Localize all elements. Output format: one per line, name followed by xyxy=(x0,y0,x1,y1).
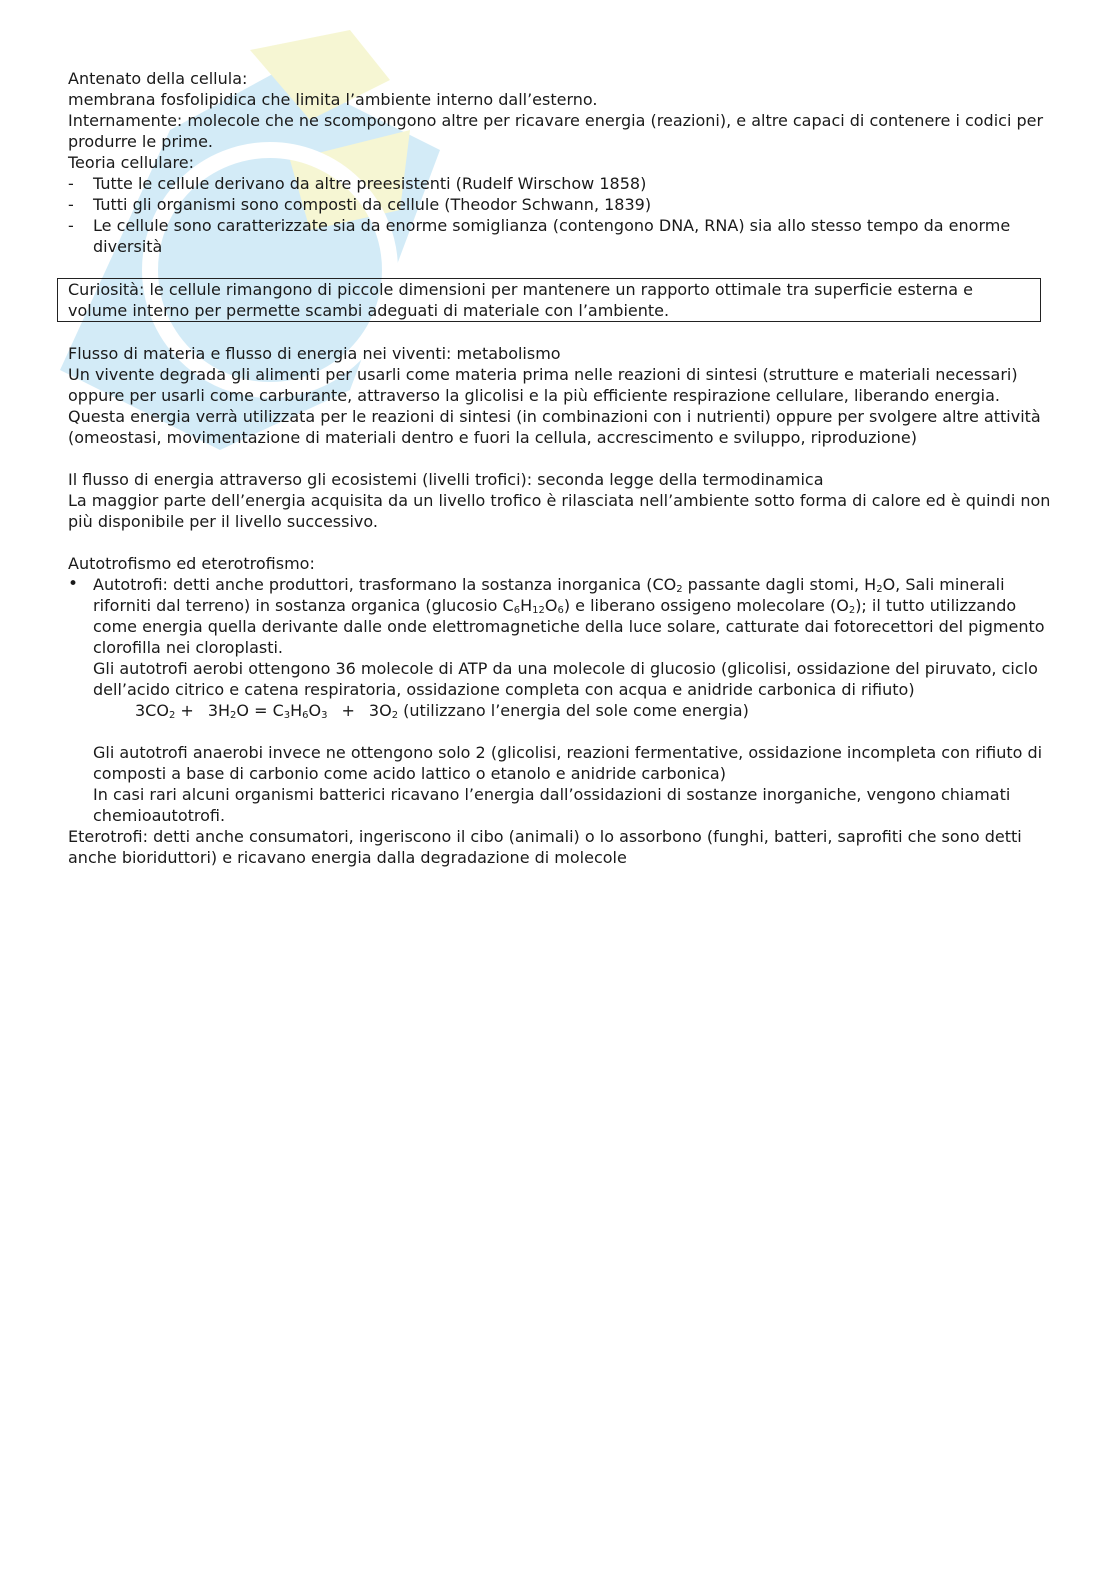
paragraph-heterotrophs: Eterotrofi: detti anche consumatori, ingeriscono il cibo (animali) o lo assorbono (funghi, batteri, saprofiti che sono detti anche bioriduttori) e ricavano energia dalla degradazione di molecole xyxy=(68,827,1022,867)
paragraph-trophic: La maggior parte dell’energia acquisita da un livello trofico è rilasciata nell’ambiente sotto forma di calore ed è quindi non più disponibile per il livello successivo. xyxy=(68,491,1051,531)
paragraph-internal: Internamente: molecole che ne scompongono altre per ricavare energia (reazioni), e altre capaci di contenere i codici per produrre le prime. xyxy=(68,111,1044,151)
section-title-ancestor: Antenato della cellula: xyxy=(68,69,248,88)
document-body xyxy=(68,68,1053,868)
spacer xyxy=(68,448,1053,469)
section-title-ecosystems: Il flusso di energia attraverso gli ecosistemi (livelli trofici): seconda legge della termodinamica xyxy=(68,470,824,489)
autotrophy-list xyxy=(68,574,1053,826)
spacer xyxy=(68,322,1053,343)
section-title-autotrophy: Autotrofismo ed eterotrofismo: xyxy=(68,554,315,573)
paragraph-energy-use: Questa energia verrà utilizzata per le reazioni di sintesi (in combinazioni con i nutrienti) oppure per svolgere altre attività (omeostasi, movimentazione di materiali dentro e fuori la cellula, accrescimento e sviluppo, riproduzione) xyxy=(68,407,1041,447)
paragraph-membrane: membrana fosfolipidica che limita l’ambiente interno dall’esterno. xyxy=(68,90,598,109)
paragraph-degradation: Un vivente degrada gli alimenti per usarli come materia prima nelle reazioni di sintesi (strutture e materiali necessari) oppure per usarli come carburante, attraverso la glicolisi e la più efficiente respirazione cellulare, liberando energia. xyxy=(68,365,1018,405)
spacer xyxy=(68,532,1053,553)
cell-theory-list xyxy=(68,173,1053,257)
section-title-metabolism: Flusso di materia e flusso di energia nei viventi: metabolismo xyxy=(68,344,561,363)
list-item: - Tutte le cellule derivano da altre preesistenti (Rudelf Wirschow 1858) xyxy=(68,173,1053,194)
curiosity-box xyxy=(57,278,1041,322)
list-item-autotrophs xyxy=(68,574,1053,826)
paragraph-aerobic: Gli autotrofi aerobi ottengono 36 molecole di ATP da una molecole di glucosio (glicolisi, ossidazione del piruvato, ciclo dell’acido citrico e catena respiratoria, ossidazione completa con acqua e anidride carbonica di rifiuto) xyxy=(93,659,1038,699)
list-item: - Le cellule sono caratterizzate sia da enorme somiglianza (contengono DNA, RNA) sia allo stesso tempo da enorme diversità xyxy=(68,215,1053,257)
paragraph-anaerobic: Gli autotrofi anaerobi invece ne ottengono solo 2 (glicolisi, reazioni fermentative, ossidazione incompleta con rifiuto di composti a base di carbonio come acido lattico o etanolo e anidride carbonica) xyxy=(93,743,1043,783)
paragraph-chemoautotrophs: In casi rari alcuni organismi batterici ricavano l’energia dall’ossidazioni di sostanze inorganiche, vengono chiamati chemioautotrofi. xyxy=(93,785,1011,825)
curiosity-text: Curiosità: le cellule rimangono di piccole dimensioni per mantenere un rapporto ottimale tra superficie esterna e volume interno per permette scambi adeguati di materiale con l’ambiente. xyxy=(68,280,973,320)
spacer xyxy=(68,257,1053,278)
spacer xyxy=(93,721,1053,742)
photosynthesis-equation: $3CO_2 + 3H_2O = C_3H_6O_3 + 3O_2$ (utilizzano l’energia del sole come energia) xyxy=(135,701,749,721)
cell-theory-heading: Teoria cellulare: xyxy=(68,153,194,172)
autotrophs-text: Autotrofi: detti anche produttori, trasformano la sostanza inorganica ($CO_2$ passante dagli stomi, $H_2O$, Sali minerali riforniti dal terreno) in sostanza organica (glucosio $C_6H_{12}O_6$) e liberano ossigeno molecolare $(O_2)$; il tutto utilizzando come energia quella derivante dalle onde elettromagnetiche della luce solare, catturate dai fotorecettori del pigmento clorofilla nei cloroplasti. xyxy=(93,575,1045,657)
list-item: - Tutti gli organismi sono composti da cellule (Theodor Schwann, 1839) xyxy=(68,194,1053,215)
